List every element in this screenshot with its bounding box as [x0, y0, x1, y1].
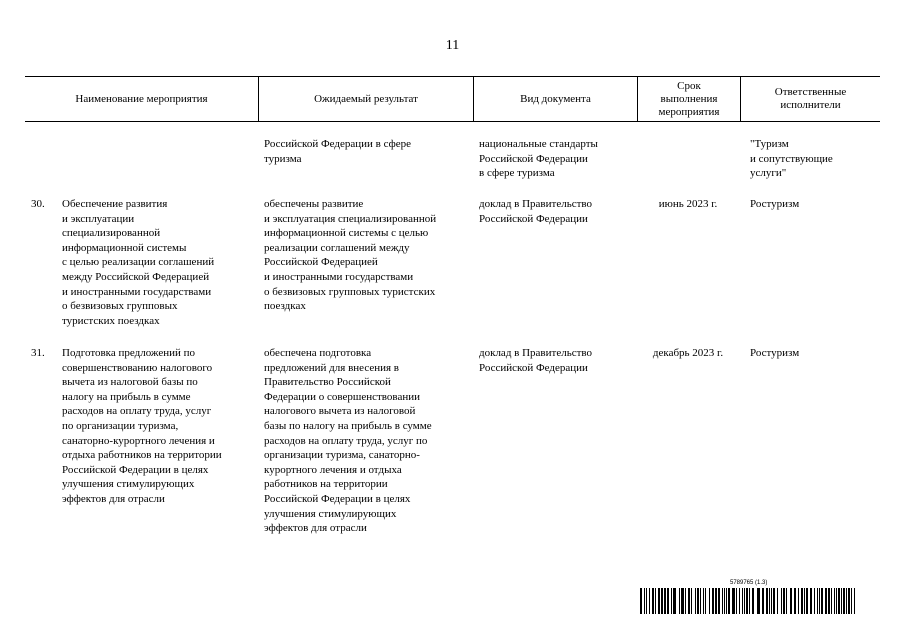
- result-cell: обеспечены развитие и эксплуатация специализированной информационной системы с целью реализации соглашений между Российской Федерацией и иностранными государствами о безвизовых групповых туристских поездках: [264, 198, 437, 313]
- header-deadline: Срок выполнения мероприятия: [658, 79, 720, 118]
- row-number: 31.: [31, 347, 45, 359]
- executors-cell: Ростуризм: [750, 198, 800, 210]
- document-stamp: 5789765 (1.3): [730, 580, 768, 586]
- header-executors: Ответственные исполнители: [774, 86, 847, 111]
- executors-cell: Ростуризм: [750, 347, 800, 359]
- header-name: Наименование мероприятия: [75, 92, 208, 105]
- deadline-cell: июнь 2023 г.: [658, 198, 718, 210]
- header-result: Ожидаемый результат: [314, 92, 418, 105]
- deadline-cell: декабрь 2023 г.: [652, 347, 724, 359]
- doc-type-cell: доклад в Правительство Российской Федерации: [479, 198, 593, 225]
- executors-cell: "Туризм и сопутствующие услуги": [750, 138, 833, 180]
- barcode-icon: [640, 588, 858, 614]
- result-cell: обеспечена подготовка предложений для внесения в Правительство Российской Федерации о совершенствовании налогового вычета из налоговой базы по налогу на прибыль в сумме расходов на оплату труда, услуг по организации туризма, санаторно- курортного лечения и отдыха работников на территории Российской Федерации в целях улучшения стимулирующих эффектов для отрасли: [264, 347, 432, 535]
- name-cell: Подготовка предложений по совершенствованию налогового вычета из налоговой базы по налогу на прибыль в сумме расходов на оплату труда, услуг по организации туризма, санаторно-курортного лечения и отдыха работников на территории Российской Федерации в целях улучшения стимулирующих эффектов для отрасли: [62, 347, 222, 505]
- result-cell: Российской Федерации в сфере туризма: [264, 138, 412, 165]
- page-number: 11: [445, 38, 460, 53]
- name-cell: Обеспечение развития и эксплуатации специализированной информационной системы с целью реализации соглашений между Российской Федерацией и иностранными государствами о безвизовых групповых туристских поездках: [62, 198, 215, 327]
- header-doc-type: Вид документа: [520, 92, 591, 105]
- doc-type-cell: национальные стандарты Российской Федерации в сфере туризма: [479, 138, 598, 180]
- doc-type-cell: доклад в Правительство Российской Федерации: [479, 347, 593, 374]
- row-number: 30.: [31, 198, 45, 210]
